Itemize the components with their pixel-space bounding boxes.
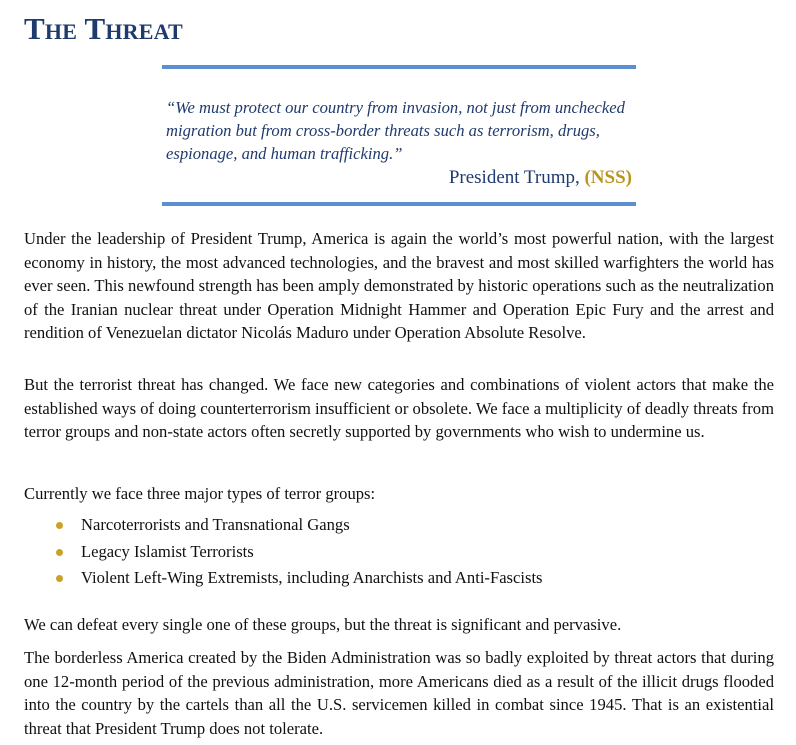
paragraph-threat-changed: But the terrorist threat has changed. We face new categories and combinations of violent actors that make the established ways of doing counterterrorism insufficient or obsolete. We face a multiplicity of deadly threats from terror groups and non-state actors often secretly supported by governments who wish to undermine us. bbox=[24, 375, 774, 441]
bullet-dot-icon bbox=[56, 522, 63, 529]
paragraph-defeat: We can defeat every single one of these groups, but the threat is significant and pervasive. bbox=[24, 615, 622, 634]
pull-quote bbox=[162, 65, 636, 207]
quote-attribution bbox=[449, 166, 632, 190]
list-item bbox=[24, 512, 774, 539]
paragraph-borderless: The borderless America created by the Biden Administration was so badly exploited by threat actors that during one 12-month period of the previous administration, more Americans died as a result of the illicit drugs flooded into the country by the cartels than all the U.S. servicemen killed in combat since 1945. That is an existential threat that President Trump does not tolerate. bbox=[24, 648, 774, 738]
quote-text: “We must protect our country from invasion, not just from unchecked migration but from cross-border threats such as terrorism, drugs, espionage, and human trafficking.” bbox=[166, 98, 625, 163]
list-item-label: Narcoterrorists and Transnational Gangs bbox=[81, 515, 350, 534]
terror-groups-list bbox=[24, 512, 774, 592]
list-item bbox=[24, 539, 774, 566]
attribution-source: (NSS) bbox=[584, 167, 632, 188]
paragraph-leadership: Under the leadership of President Trump, America is again the world’s most powerful nation, with the largest economy in history, the most advanced technologies, and the bravest and most skilled warfighters the world has ever seen. This newfound strength has been amply demonstrated by historic operations such as the neutralization of the Iranian nuclear threat under Operation Midnight Hammer and Operation Epic Fury and the arrest and rendition of Venezuelan dictator Nicolás Maduro under Operation Absolute Resolve. bbox=[24, 229, 774, 342]
list-item-label: Legacy Islamist Terrorists bbox=[81, 541, 254, 561]
bullet-dot-icon bbox=[56, 549, 63, 556]
list-item bbox=[24, 565, 774, 592]
list-item-label: Violent Left-Wing Extremists, including Anarchists and Anti-Fascists bbox=[81, 568, 543, 587]
paragraph-types-intro: Currently we face three major types of terror groups: bbox=[24, 484, 376, 503]
quote-top-rule bbox=[162, 65, 636, 69]
section-title: The Threat bbox=[24, 11, 183, 46]
attribution-name: President Trump, bbox=[448, 167, 585, 188]
quote-bottom-rule bbox=[162, 202, 636, 206]
bullet-dot-icon bbox=[56, 575, 63, 582]
